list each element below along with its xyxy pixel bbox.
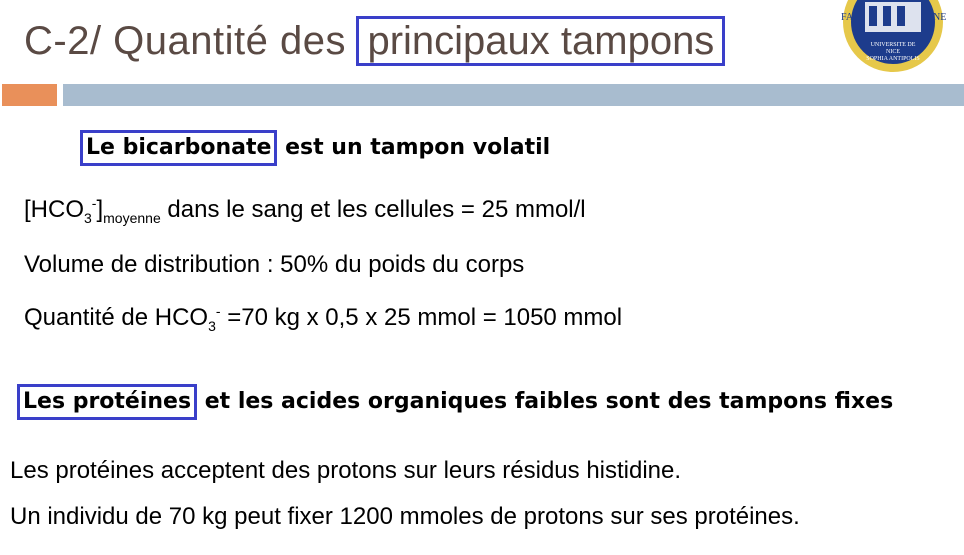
section1-heading-boxed: Le bicarbonate [80, 130, 277, 166]
section1-heading [80, 130, 550, 166]
bicarbonate-concentration-line [24, 196, 586, 224]
quantity-subscript: 3 [208, 317, 216, 334]
header-bar-orange [2, 84, 57, 106]
quantity-calc: =70 kg x 0,5 x 25 mmol = 1050 mmol [220, 304, 623, 331]
moyenne-subscript: moyenne [103, 209, 161, 226]
hco3-bracket: ] [96, 196, 104, 223]
hco3-subscript: 3 [84, 209, 92, 226]
logo-text-line1: UNIVERSITE DE [870, 42, 916, 48]
logo-arc-right: NE [933, 12, 947, 23]
header-bar-blue [63, 84, 964, 106]
logo-text-line3: SOPHIA ANTIPOLIS [866, 56, 920, 62]
logo-arc-left: FA [841, 12, 854, 23]
concentration-text: dans le sang et les cellules = 25 mmol/l [160, 196, 586, 223]
proteins-capacity-line: Un individu de 70 kg peut fixer 1200 mmoles de protons sur ses protéines. [10, 503, 800, 530]
quantity-label: Quantité de HCO [24, 304, 209, 331]
logo-building-window [883, 6, 891, 26]
quantity-charge: - [215, 303, 221, 319]
slide-title [24, 16, 725, 72]
section2-heading-boxed: Les protéines [17, 384, 197, 420]
title-prefix: C-2/ Quantité des [24, 19, 346, 63]
hco3-label: [HCO [24, 196, 84, 223]
logo-text-line2: NICE [886, 49, 900, 55]
title-highlighted: principaux tampons [356, 16, 725, 66]
section1-heading-rest: est un tampon volatil [277, 135, 551, 160]
logo-building-window [869, 6, 877, 26]
university-logo [835, 0, 951, 72]
distribution-volume-line: Volume de distribution : 50% du poids du corps [24, 251, 525, 278]
proteins-histidine-line: Les protéines acceptent des protons sur leurs résidus histidine. [10, 457, 682, 484]
hco3-charge: - [91, 195, 97, 211]
logo-building-window [897, 6, 905, 26]
section2-heading-rest: et les acides organiques faibles sont des tampons fixes [197, 389, 894, 414]
section2-heading [17, 384, 893, 420]
bicarbonate-quantity-line [24, 304, 622, 332]
